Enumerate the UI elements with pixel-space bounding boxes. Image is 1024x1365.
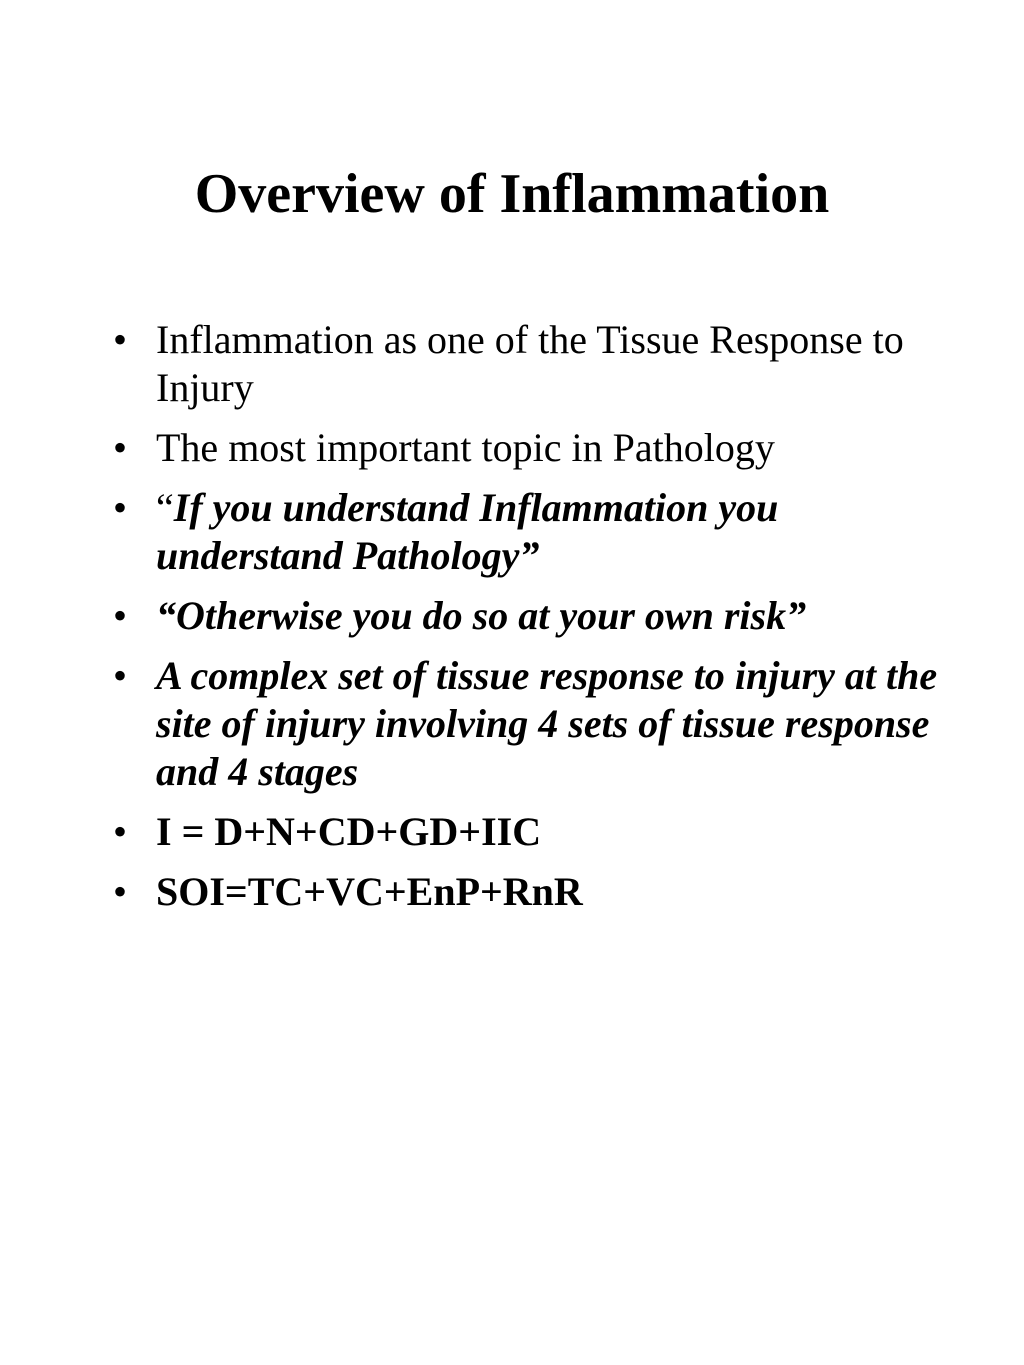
bullet-text: The most important topic in Pathology [156, 425, 775, 470]
bullet-text: I = D+N+CD+GD+IIC [156, 809, 542, 854]
bullet-text: “Otherwise you do so at your own risk” [156, 593, 807, 638]
bullet-dot: • [112, 809, 127, 854]
bullet-dot: • [112, 593, 127, 638]
bullet-text: SOI=TC+VC+EnP+RnR [156, 869, 583, 914]
bullet-dot: • [112, 425, 127, 470]
bullet-item [100, 424, 960, 472]
bullet-dot: • [112, 485, 127, 530]
bullet-item [100, 592, 960, 640]
bullet-text: If you understand Inflammation you understand Pathology” [156, 485, 779, 578]
bullet-item [100, 808, 960, 856]
bullet-dot: • [112, 869, 127, 914]
bullet-dot: • [112, 317, 127, 362]
bullet-item [100, 484, 960, 580]
bullet-item [100, 316, 960, 412]
bullet-text: A complex set of tissue response to injury at the site of injury involving 4 sets of tissue response and 4 stages [156, 653, 938, 794]
bullet-quote-prefix: “ [156, 485, 174, 530]
bullet-item [100, 868, 960, 916]
bullet-text: Inflammation as one of the Tissue Response to Injury [156, 317, 904, 410]
bullet-list [100, 316, 960, 928]
bullet-dot: • [112, 653, 127, 698]
bullet-item [100, 652, 960, 796]
slide-title: Overview of Inflammation [194, 163, 830, 225]
